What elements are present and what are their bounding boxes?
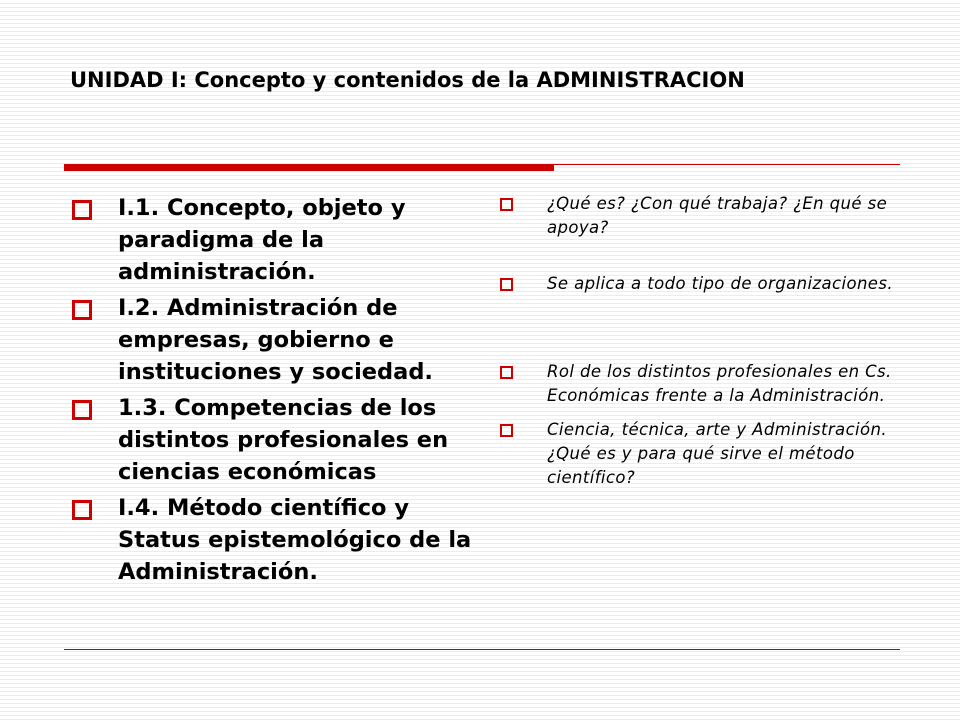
title-underline-bar bbox=[64, 164, 554, 171]
hollow-square-icon bbox=[72, 300, 92, 320]
list-item bbox=[72, 192, 482, 288]
list-item-text: ¿Qué es? ¿Con qué trabaja? ¿En qué se apoya? bbox=[547, 194, 888, 237]
list-item-text: I.4. Método científico y Status epistemológico de la Administración. bbox=[118, 495, 472, 585]
right-description-list bbox=[497, 192, 897, 490]
hollow-square-icon bbox=[500, 278, 513, 291]
list-item bbox=[497, 272, 897, 296]
list-item bbox=[72, 292, 482, 388]
list-item-text: I.1. Concepto, objeto y paradigma de la administración. bbox=[118, 195, 406, 285]
list-item bbox=[72, 492, 482, 588]
bottom-divider bbox=[64, 649, 900, 650]
list-item bbox=[72, 392, 482, 488]
list-item bbox=[497, 192, 897, 240]
hollow-square-icon bbox=[500, 424, 513, 437]
list-item-text: Ciencia, técnica, arte y Administración. ¿Qué es y para qué sirve el método científico? bbox=[547, 420, 888, 487]
hollow-square-icon bbox=[72, 500, 92, 520]
title-underline-thin bbox=[554, 164, 900, 165]
list-item bbox=[497, 418, 897, 490]
list-item-text: Rol de los distintos profesionales en Cs. Económicas frente a la Administración. bbox=[547, 362, 892, 405]
hollow-square-icon bbox=[500, 366, 513, 379]
hollow-square-icon bbox=[500, 198, 513, 211]
list-item bbox=[497, 360, 897, 408]
list-item-text: I.2. Administración de empresas, gobierno e instituciones y sociedad. bbox=[118, 295, 433, 385]
hollow-square-icon bbox=[72, 400, 92, 420]
left-topic-list bbox=[72, 192, 482, 592]
slide-title: UNIDAD I: Concepto y contenidos de la ADMINISTRACION bbox=[70, 68, 745, 92]
list-item-text: 1.3. Competencias de los distintos profesionales en ciencias económicas bbox=[118, 395, 449, 485]
list-item-text: Se aplica a todo tipo de organizaciones. bbox=[547, 274, 893, 293]
hollow-square-icon bbox=[72, 200, 92, 220]
